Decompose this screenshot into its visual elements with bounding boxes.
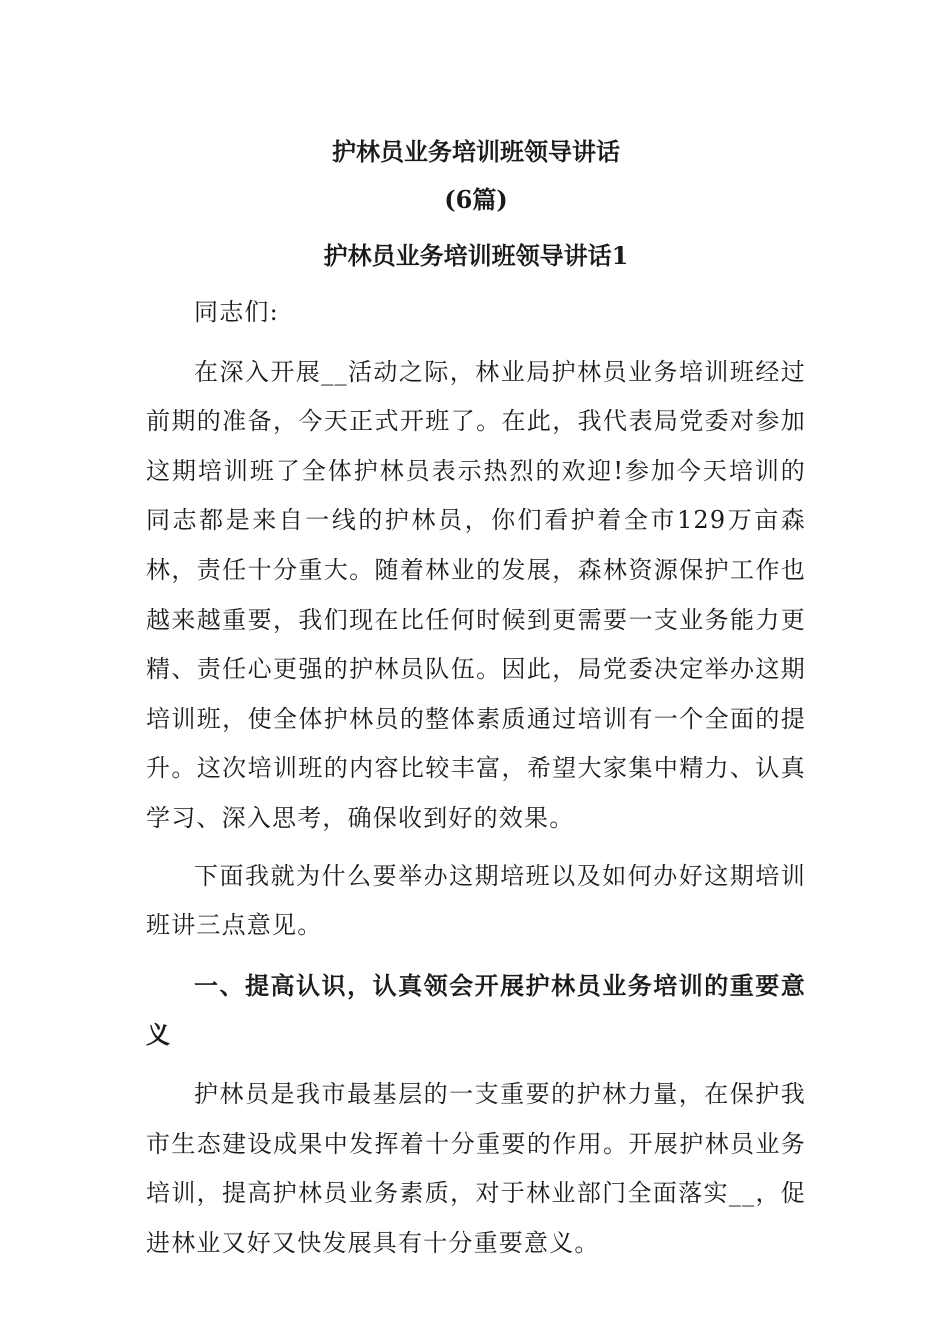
main-title: 护林员业务培训班领导讲话 bbox=[332, 137, 620, 166]
section-title: 护林员业务培训班领导讲话1 bbox=[323, 241, 629, 270]
paragraph-significance: 护林员是我市最基层的一支重要的护林力量，在保护我市生态建设成果中发挥着十分重要的作用。开展护林员业务培训，提高护林员业务素质，对于林业部门全面落实__，促进林业又好又快发展具有十分重要意义。 bbox=[146, 1079, 806, 1257]
subtitle: (6篇) bbox=[444, 185, 508, 214]
document-page bbox=[146, 124, 806, 1268]
paragraph-outline: 下面我就为什么要举办这期培班以及如何办好这期培训班讲三点意见。 bbox=[146, 861, 806, 940]
paragraph-opening: 在深入开展__活动之际，林业局护林员业务培训班经过前期的准备，今天正式开班了。在此，我代表局党委对参加这期培训班了全体护林员表示热烈的欢迎!参加今天培训的同志都是来自一线的护林员，你们看护着全市129万亩森林，责任十分重大。随着林业的发展，森林资源保护工作也越来越重要，我们现在比任何时候到更需要一支业务能力更精、责任心更强的护林员队伍。因此，局党委决定举办这期培训班，使全体护林员的整体素质通过培训有一个全面的提升。这次培训班的内容比较丰富，希望大家集中精力、认真学习、深入思考，确保收到好的效果。 bbox=[146, 357, 806, 832]
greeting: 同志们: bbox=[194, 298, 279, 326]
section-heading-1: 一、提高认识，认真领会开展护林员业务培训的重要意义 bbox=[146, 970, 806, 1050]
